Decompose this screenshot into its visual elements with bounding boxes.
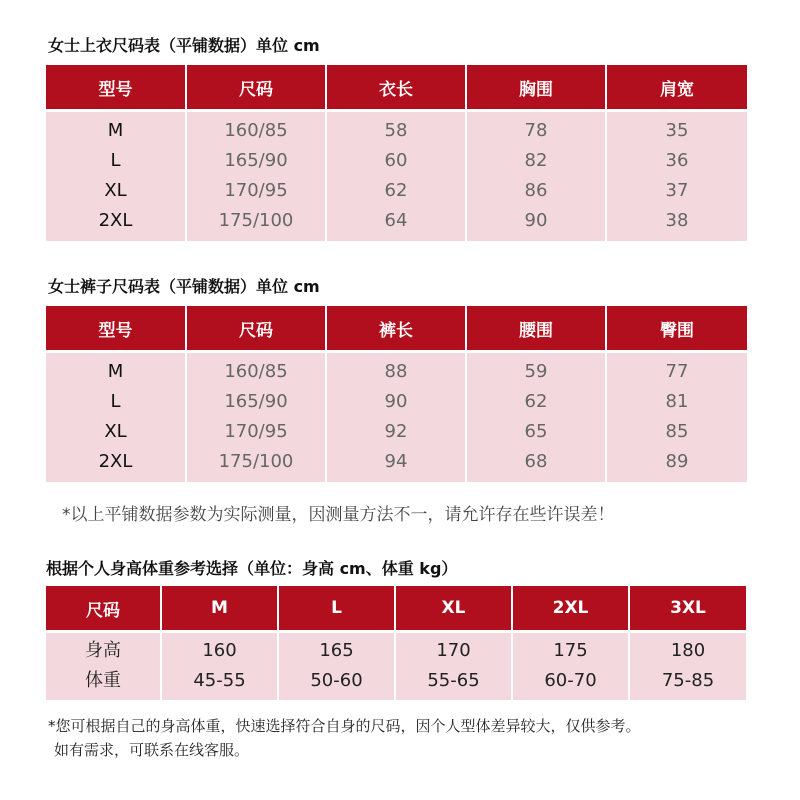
pants-header-waist: 腰围 xyxy=(466,306,606,352)
cell: 35 xyxy=(665,120,689,142)
guide-header-3xl: 3XL xyxy=(629,586,746,632)
cell: 78 xyxy=(524,120,548,142)
cell: 170/95 xyxy=(224,180,288,202)
measurement-note: *以上平铺数据参数为实际测量，因测量方法不一，请允许存在些许误差！ xyxy=(62,505,615,525)
selection-note-line1: *您可根据自己的身高体重，快速选择符合自身的尺码，因个人型体差异较大，仅供参考。 xyxy=(48,717,641,735)
guide-body-row xyxy=(46,632,746,700)
selection-note xyxy=(48,714,788,762)
cell: 62 xyxy=(384,180,408,202)
pants-header-size: 尺码 xyxy=(186,306,326,352)
tops-col-size xyxy=(186,111,326,241)
pants-header-model: 型号 xyxy=(46,306,186,352)
cell: 175/100 xyxy=(218,451,294,473)
cell: XL xyxy=(104,421,127,443)
guide-header-2xl: 2XL xyxy=(512,586,629,632)
cell: 81 xyxy=(665,391,689,413)
tops-col-bust xyxy=(466,111,606,241)
cell: 59 xyxy=(524,361,548,383)
cell: 88 xyxy=(384,361,408,383)
cell: L xyxy=(110,391,121,413)
tops-body-row xyxy=(46,111,747,241)
guide-header-row xyxy=(46,586,746,632)
cell: 38 xyxy=(665,210,689,232)
guide-header-size: 尺码 xyxy=(46,586,161,632)
cell: 2XL xyxy=(98,210,133,232)
cell: 165 xyxy=(319,640,354,662)
tops-header-model: 型号 xyxy=(46,65,186,111)
pants-col-hip xyxy=(606,352,747,482)
pants-header-row xyxy=(46,306,747,352)
pants-table-title: 女士裤子尺码表（平铺数据）单位 cm xyxy=(48,277,320,296)
tops-col-model xyxy=(46,111,186,241)
cell: 89 xyxy=(665,451,689,473)
cell: 62 xyxy=(524,391,548,413)
cell: 92 xyxy=(384,421,408,443)
cell: 2XL xyxy=(98,451,133,473)
cell: 160 xyxy=(202,640,237,662)
guide-header-l: L xyxy=(278,586,395,632)
tops-header-length: 衣长 xyxy=(326,65,466,111)
cell: 82 xyxy=(524,150,548,172)
height-weight-table xyxy=(46,586,746,700)
cell: 体重 xyxy=(85,670,121,692)
cell: 75-85 xyxy=(661,670,715,692)
cell: XL xyxy=(104,180,127,202)
cell: 60 xyxy=(384,150,408,172)
cell: 175 xyxy=(553,640,588,662)
cell: 身高 xyxy=(85,640,121,662)
tops-header-row xyxy=(46,65,747,111)
cell: 58 xyxy=(384,120,408,142)
pants-body-row xyxy=(46,352,747,482)
cell: 36 xyxy=(665,150,689,172)
cell: 37 xyxy=(665,180,689,202)
pants-col-model xyxy=(46,352,186,482)
tops-size-table xyxy=(46,65,747,241)
selection-note-line2: 如有需求，可联系在线客服。 xyxy=(54,741,250,759)
tops-header-size: 尺码 xyxy=(186,65,326,111)
guide-table-title: 根据个人身高体重参考选择（单位：身高 cm、体重 kg） xyxy=(46,559,458,578)
cell: 77 xyxy=(665,361,689,383)
tops-col-length xyxy=(326,111,466,241)
guide-col-2xl xyxy=(512,632,629,700)
pants-header-length: 裤长 xyxy=(326,306,466,352)
cell: 160/85 xyxy=(224,361,288,383)
guide-col-3xl xyxy=(629,632,746,700)
guide-col-m xyxy=(161,632,278,700)
guide-col-label xyxy=(46,632,161,700)
cell: 55-65 xyxy=(427,670,480,692)
guide-header-m: M xyxy=(161,586,278,632)
guide-header-xl: XL xyxy=(395,586,512,632)
cell: M xyxy=(107,120,124,142)
cell: 64 xyxy=(384,210,408,232)
cell: 65 xyxy=(524,421,548,443)
guide-col-l xyxy=(278,632,395,700)
cell: 85 xyxy=(665,421,689,443)
cell: 60-70 xyxy=(544,670,597,692)
pants-header-hip: 臀围 xyxy=(606,306,747,352)
cell: 170 xyxy=(436,640,471,662)
cell: M xyxy=(107,361,124,383)
cell: 170/95 xyxy=(224,421,288,443)
pants-col-size xyxy=(186,352,326,482)
pants-size-table xyxy=(46,306,747,482)
cell: 180 xyxy=(670,640,706,662)
cell: 94 xyxy=(384,451,408,473)
cell: 45-55 xyxy=(193,670,246,692)
cell: 90 xyxy=(524,210,548,232)
cell: 165/90 xyxy=(224,150,288,172)
cell: 50-60 xyxy=(310,670,363,692)
cell: 165/90 xyxy=(224,391,288,413)
tops-table-title: 女士上衣尺码表（平铺数据）单位 cm xyxy=(48,36,320,55)
cell: 160/85 xyxy=(224,120,288,142)
tops-header-shoulder: 肩宽 xyxy=(606,65,747,111)
cell: 90 xyxy=(384,391,408,413)
tops-col-shoulder xyxy=(606,111,747,241)
pants-col-waist xyxy=(466,352,606,482)
tops-header-bust: 胸围 xyxy=(466,65,606,111)
pants-col-length xyxy=(326,352,466,482)
cell: 68 xyxy=(524,451,548,473)
cell: 86 xyxy=(524,180,548,202)
guide-col-xl xyxy=(395,632,512,700)
cell: 175/100 xyxy=(218,210,294,232)
cell: L xyxy=(110,150,121,172)
